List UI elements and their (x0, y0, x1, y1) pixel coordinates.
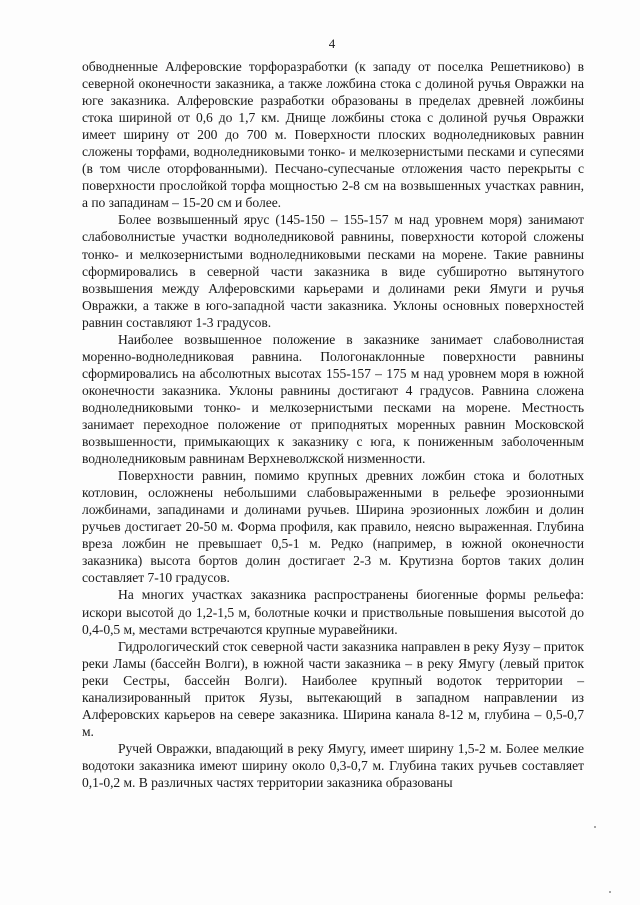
paragraph-biogenic-forms: На многих участках заказника распространены биогенные формы рельефа: искори высотой до 1,2-1,5 м, болотные кочки и приствольные повышения высотой до 0,4-0,5 м, местами встречаются крупные муравейники. (82, 587, 584, 637)
document-body (82, 58, 584, 791)
scan-speck (594, 826, 596, 828)
paragraph-highest-position: Наиболее возвышенное положение в заказнике занимает слабоволнистая моренно-водноледниковая равнина. Пологонаклонные поверхности равнины сформировались на абсолютных высотах 155-157 – 175 м над уровнем моря в южной оконечности заказника. Уклоны равнины достигают 4 градусов. Равнина сложена водноледниковыми тонко- и мелкозернистыми песками на морене. Местность занимает переходное положение от приподнятых моренных равнин Московской возвышенности, примыкающих к заказнику с юга, к пониженным заболоченным водноледниковым равнинам Верхневолжской низменности. (82, 331, 584, 467)
paragraph-elevated-tier: Более возвышенный ярус (145-150 – 155-157 м над уровнем моря) занимают слабоволнистые участки водноледниковой равнины, поверхности которой сложены тонко- и мелкозернистыми водноледниковыми песками на морене. Такие равнины сформировались в северной части заказника в виде субширотно вытянутого возвышения между Алферовскими карьерами и долинами реки Ямуги и ручья Овражки, а также в юго-западной части заказника. Уклоны основных поверхностей равнин составляют 1-3 градусов. (82, 212, 584, 330)
paragraph-hydrology: Гидрологический сток северной части заказника направлен в реку Яузу – приток реки Ламы (бассейн Волги), в южной части заказника – в реку Ямугу (левый приток реки Сестры, бассейн Волги). Наиболее крупный водоток территории – канализированный приток Яузы, вытекающий в западном направлении из Алферовских карьеров на севере заказника. Ширина канала 8-12 м, глубина – 0,5-0,7 м. (82, 638, 584, 739)
paragraph-ovrazhki-stream: Ручей Овражки, впадающий в реку Ямугу, имеет ширину 1,5-2 м. Более мелкие водотоки заказника имеют ширину около 0,3-0,7 м. Глубина таких ручьев составляет 0,1-0,2 м. В различных частях территории заказника образованы (82, 740, 584, 790)
paragraph-plain-surfaces: Поверхности равнин, помимо крупных древних ложбин стока и болотных котловин, осложнены небольшими слабовыраженными в рельефе эрозионными ложбинами, западинами и долинами ручьев. Ширина эрозионных ложбин и долин ручьев достигает 20-50 м. Форма профиля, как правило, неясно выраженная. Глубина вреза ложбин не превышает 0,5-1 м. Редко (например, в южной оконечности заказника) высота бортов долин достигает 2-3 м. Крутизна бортов таких долин составляет 7-10 градусов. (82, 468, 584, 586)
page-number: 4 (328, 36, 336, 51)
scan-speck (609, 891, 611, 893)
paragraph-peat-workings: обводненные Алферовские торфоразработки (к западу от поселка Решетниково) в северной оконечности заказника, а также ложбина стока с долиной ручья Овражки на юге заказника. Алферовские разработки образованы в пределах древней ложбины стока шириной от 0,6 до 1,7 км. Днище ложбины стока с долиной ручья Овражки имеет ширину от 200 до 700 м. Поверхности плоских водноледниковых равнин сложены торфами, водноледниковыми тонко- и мелкозернистыми песками и супесями (в том числе оторфованными). Песчано-супесчаные отложения часто перекрыты с поверхности прослойкой торфа мощностью 2-8 см на возвышенных участках равнин, а по западинам – 15-20 см и более. (82, 59, 584, 211)
